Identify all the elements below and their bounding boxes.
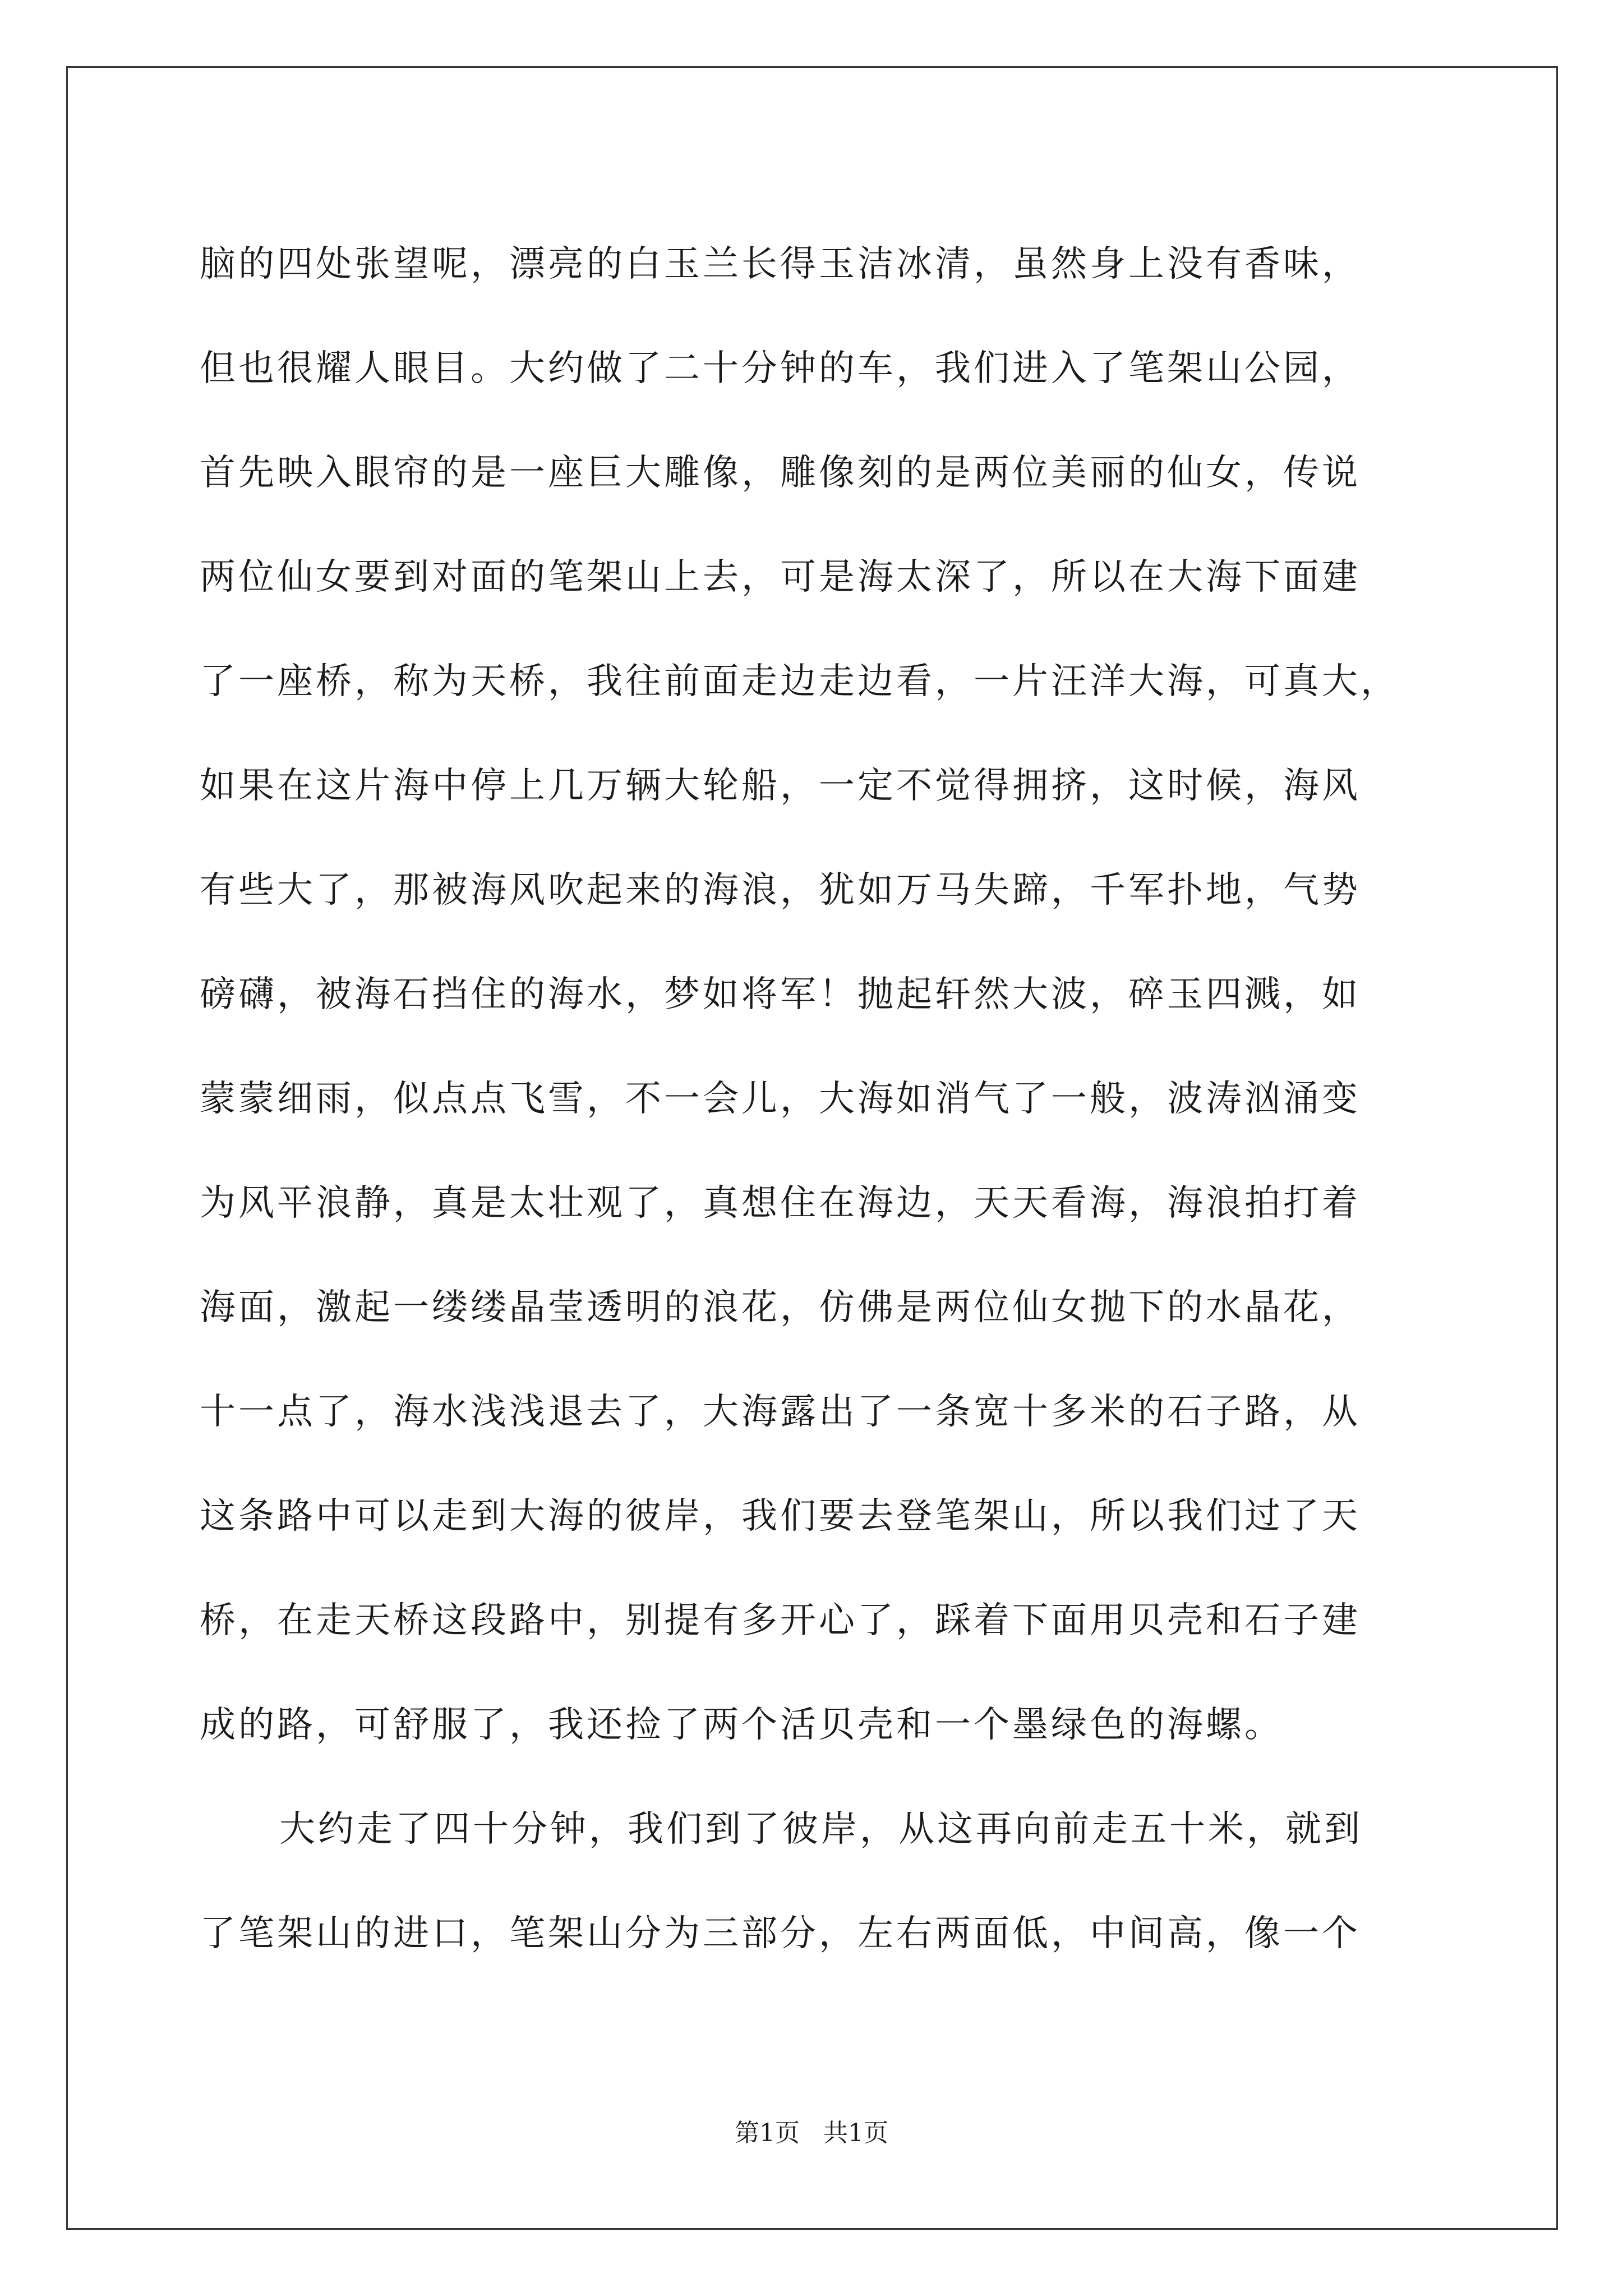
text-line: 但也很耀人眼目。大约做了二十分钟的车，我们进入了笔架山公园，: [200, 348, 1361, 389]
text-line: 这条路中可以走到大海的彼岸，我们要去登笔架山，所以我们过了天: [200, 1496, 1361, 1537]
page-number-footer: 第1页 共1页: [735, 2119, 888, 2147]
document-body: [200, 212, 1454, 1986]
paragraph-start-line: 大约走了四十分钟，我们到了彼岸，从这再向前走五十米，就到: [279, 1809, 1363, 1850]
text-line: 成的路，可舒服了，我还捡了两个活贝壳和一个墨绿色的海螺。: [200, 1704, 1283, 1746]
text-line: 有些大了，那被海风吹起来的海浪，犹如万马失蹄，千军扑地，气势: [200, 869, 1361, 911]
text-line: 首先映入眼帘的是一座巨大雕像，雕像刻的是两位美丽的仙女，传说: [200, 452, 1361, 494]
text-line: 如果在这片海中停上几万辆大轮船，一定不觉得拥挤，这时候，海风: [200, 765, 1361, 807]
text-line: 了笔架山的进口，笔架山分为三部分，左右两面低，中间高，像一个: [200, 1913, 1361, 1954]
text-line: 磅礴，被海石挡住的海水，梦如将军！抛起轩然大波，碎玉四溅，如: [200, 974, 1361, 1015]
text-line: 脑的四处张望呢，漂亮的白玉兰长得玉洁冰清，虽然身上没有香味，: [200, 243, 1361, 285]
text-line: 为风平浪静，真是太壮观了，真想住在海边，天天看海，海浪拍打着: [200, 1182, 1361, 1224]
text-line: 了一座桥，称为天桥，我往前面走边走边看，一片汪洋大海，可真大，: [200, 661, 1399, 702]
text-line: 十一点了，海水浅浅退去了，大海露出了一条宽十多米的石子路，从: [200, 1391, 1361, 1433]
text-line: 蒙蒙细雨，似点点飞雪，不一会儿，大海如消气了一般，波涛汹涌变: [200, 1078, 1361, 1120]
text-line: 桥，在走天桥这段路中，别提有多开心了，踩着下面用贝壳和石子建: [200, 1600, 1361, 1641]
text-line: 两位仙女要到对面的笔架山上去，可是海太深了，所以在大海下面建: [200, 556, 1361, 598]
text-line: 海面，激起一缕缕晶莹透明的浪花，仿佛是两位仙女抛下的水晶花，: [200, 1287, 1361, 1328]
